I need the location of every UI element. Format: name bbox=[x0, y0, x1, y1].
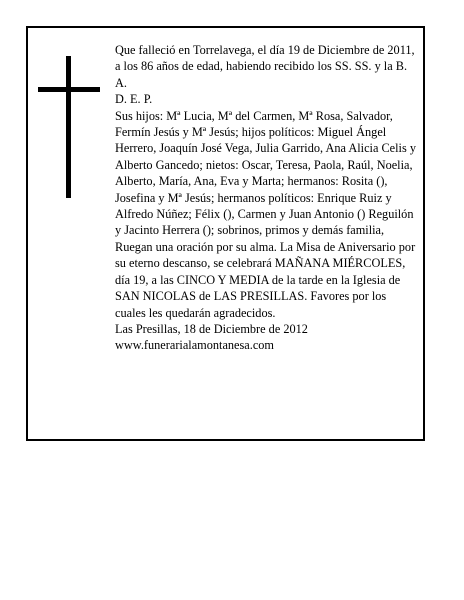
cross-horizontal-bar bbox=[38, 87, 100, 92]
cross-vertical-bar bbox=[66, 56, 71, 198]
notice-intro: Que falleció en Torrelavega, el día 19 de Diciembre de 2011, a los 86 años de edad, habiendo recibido los SS. SS. y la B. A. bbox=[115, 43, 415, 90]
notice-body bbox=[115, 42, 417, 354]
obituary-notice bbox=[26, 26, 425, 441]
family-paragraph: Sus hijos: Mª Lucia, Mª del Carmen, Mª Rosa, Salvador, Fermín Jesús y Mª Jesús; hijos políticos: Miguel Ángel Herrero, Joaquín José Vega, Julia Garrido, Ana Alicia Celis y Alberto Gancedo; nietos: Oscar, Teresa, Paola, Raúl, Noelia, Alberto, María, Ana, Eva y Marta; hermanos: Rosita (), Josefina y Mª Jesús; hermanos políticos: Enrique Ruiz y Alfredo Núñez; Félix (), Carmen y Juan Antonio () Reguilón y Jacinto Herrera (); sobrinos, primos y demás familia, Ruegan una oración por su alma. La Misa de Aniversario por su eterno descanso, se celebrará MAÑANA MIÉRCOLES, día 19, a las CINCO Y MEDIA de la tarde en la Iglesia de SAN NICOLAS de LAS PRESILLAS. Favores por los cuales les quedarán agradecidos. bbox=[115, 108, 416, 320]
dep-line: D. E. P. bbox=[115, 92, 153, 107]
website-link[interactable]: www.funerarialamontanesa.com bbox=[115, 338, 274, 353]
place-date: Las Presillas, 18 de Diciembre de 2012 bbox=[115, 321, 308, 336]
cross-icon bbox=[38, 56, 100, 198]
